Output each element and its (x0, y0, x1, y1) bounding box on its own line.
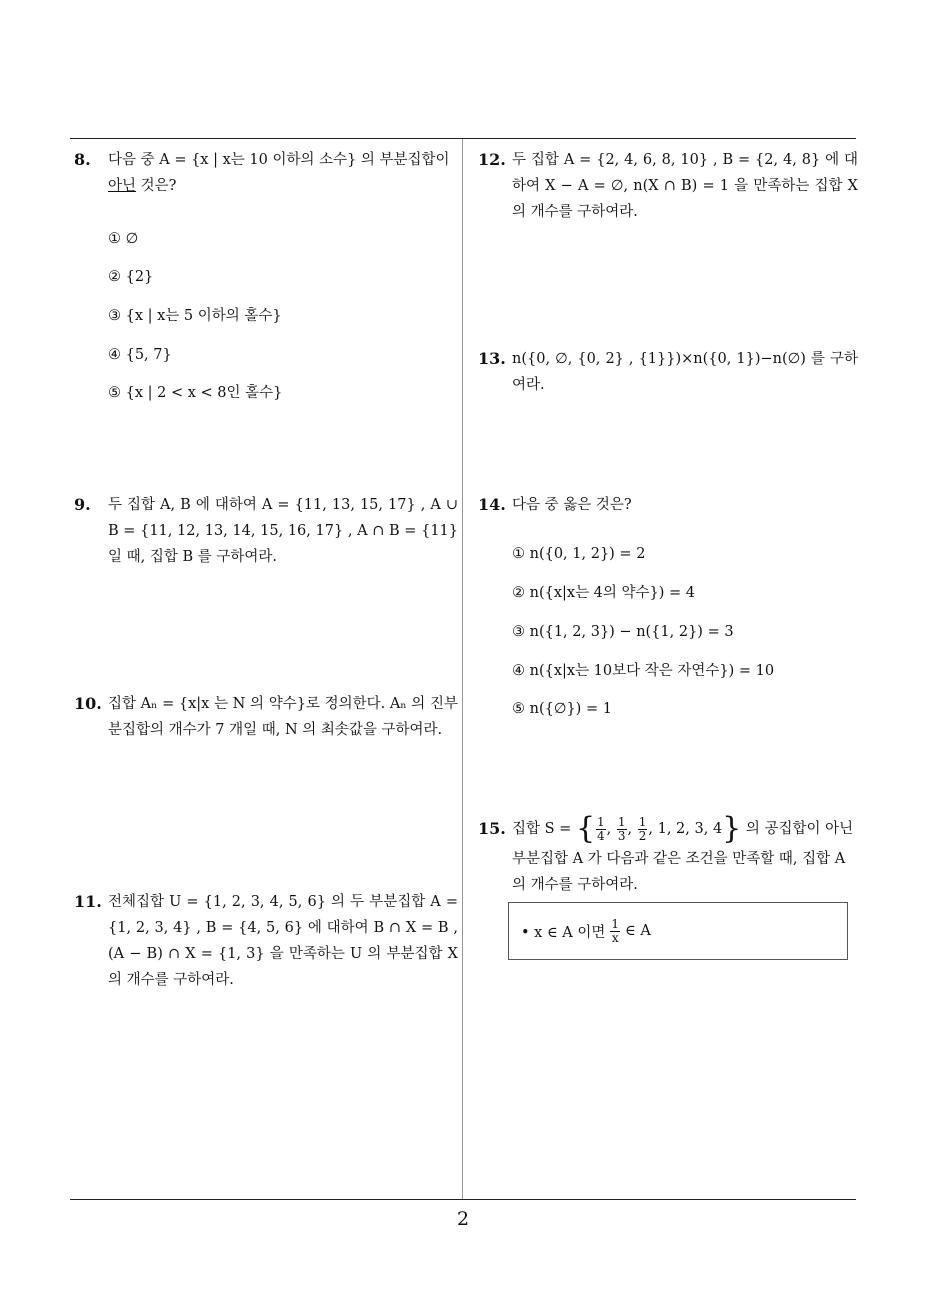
question-number: 10. (74, 694, 102, 713)
question-15-line1: 집합 S = { $\frac{1}{4}$ , $\frac{1}{3}$ , $\frac{1}{2}$ , 1, 2, 3, 4} 의 공집합이 아닌 (512, 811, 854, 846)
q14-choice-2[interactable]: ② n({x|x는 4의 약수}) = 4 (512, 585, 696, 601)
underlined-word: 아닌 (108, 178, 137, 194)
fraction-1: $\frac{1}{4}$ (597, 814, 605, 843)
fraction-3: $\frac{1}{2}$ (638, 814, 647, 843)
question-text: 집합 Aₙ = {x|x 는 N 의 약수}로 정의한다. Aₙ 의 진부분집합의 개수가 7 개일 때, N 의 최솟값을 구하여라. (108, 696, 458, 738)
question-text-end: 것은? (136, 178, 177, 194)
question-number: 12. (478, 150, 506, 169)
question-text: 전체집합 U = {1, 2, 3, 4, 5, 6} 의 두 부분집합 A = {1, 2, 3, 4} , B = {4, 5, 6} 에 대하여 B ∩ X = B , (A − B) ∩ X = {1, 3} 을 만족하는 U 의 부분집합 X 의 개수를 구하여라. (108, 894, 458, 988)
condition-box (508, 902, 848, 960)
question-8 (74, 147, 458, 199)
q8-choice-1[interactable]: ① ∅ (108, 231, 139, 247)
q8-choice-3[interactable]: ③ {x | x는 5 이하의 홀수} (108, 308, 282, 324)
top-rule (70, 138, 856, 139)
condition-fraction: $\frac{1}{x}$ (611, 916, 620, 945)
question-number: 15. (478, 819, 506, 838)
question-9 (74, 492, 458, 570)
question-number: 14. (478, 495, 506, 514)
question-15 (478, 812, 858, 898)
question-number: 9. (74, 495, 91, 514)
question-text: n({0, ∅, {0, 2} , {1}})×n({0, 1})−n(∅) 를 구하여라. (512, 351, 858, 393)
question-14 (478, 492, 858, 518)
question-number: 11. (74, 892, 102, 911)
question-13 (478, 346, 858, 398)
set-suffix: 의 공집합이 아닌 (745, 821, 854, 837)
fraction-2: $\frac{1}{3}$ (617, 814, 626, 843)
q8-choice-2[interactable]: ② {2} (108, 269, 154, 285)
left-brace: { (575, 811, 596, 846)
question-10 (74, 691, 458, 743)
question-text: 다음 중 A = {x | x는 10 이하의 소수} 의 부분집합이 (108, 152, 450, 168)
right-brace: } (722, 811, 742, 846)
page-number: 2 (456, 1208, 470, 1230)
set-prefix: 집합 S = (512, 821, 572, 837)
q8-choice-4[interactable]: ④ {5, 7} (108, 347, 172, 363)
question-11 (74, 889, 458, 993)
condition-suffix: ∈ A (625, 923, 651, 939)
question-number: 13. (478, 349, 506, 368)
question-text: 두 집합 A, B 에 대하여 A = {11, 13, 15, 17} , A ∪ B = {11, 12, 13, 14, 15, 16, 17} , A ∩ B = {11} 일 때, 집합 B 를 구하여라. (108, 497, 458, 565)
q14-choice-1[interactable]: ① n({0, 1, 2}) = 2 (512, 546, 646, 562)
q8-choice-5[interactable]: ⑤ {x | 2 < x < 8인 홀수} (108, 385, 283, 401)
question-15-line3: 의 개수를 구하여라. (512, 877, 638, 893)
column-divider (462, 139, 463, 1199)
question-15-line2: 부분집합 A 가 다음과 같은 조건을 만족할 때, 집합 A (512, 851, 846, 867)
set-rest: 1, 2, 3, 4 (657, 821, 723, 837)
bottom-rule (70, 1199, 856, 1200)
question-text: 두 집합 A = {2, 4, 6, 8, 10} , B = {2, 4, 8} 에 대하여 X − A = ∅, n(X ∩ B) = 1 을 만족하는 집합 X 의 개수를 구하여라. (512, 152, 858, 220)
q14-choice-4[interactable]: ④ n({x|x는 10보다 작은 자연수}) = 10 (512, 663, 775, 679)
question-text: 다음 중 옳은 것은? (512, 497, 632, 513)
q14-choice-3[interactable]: ③ n({1, 2, 3}) − n({1, 2}) = 3 (512, 624, 734, 640)
question-12 (478, 147, 858, 225)
question-number: 8. (74, 150, 91, 169)
q14-choice-5[interactable]: ⑤ n({∅}) = 1 (512, 701, 612, 717)
condition-prefix: • x ∈ A 이면 (521, 924, 606, 941)
